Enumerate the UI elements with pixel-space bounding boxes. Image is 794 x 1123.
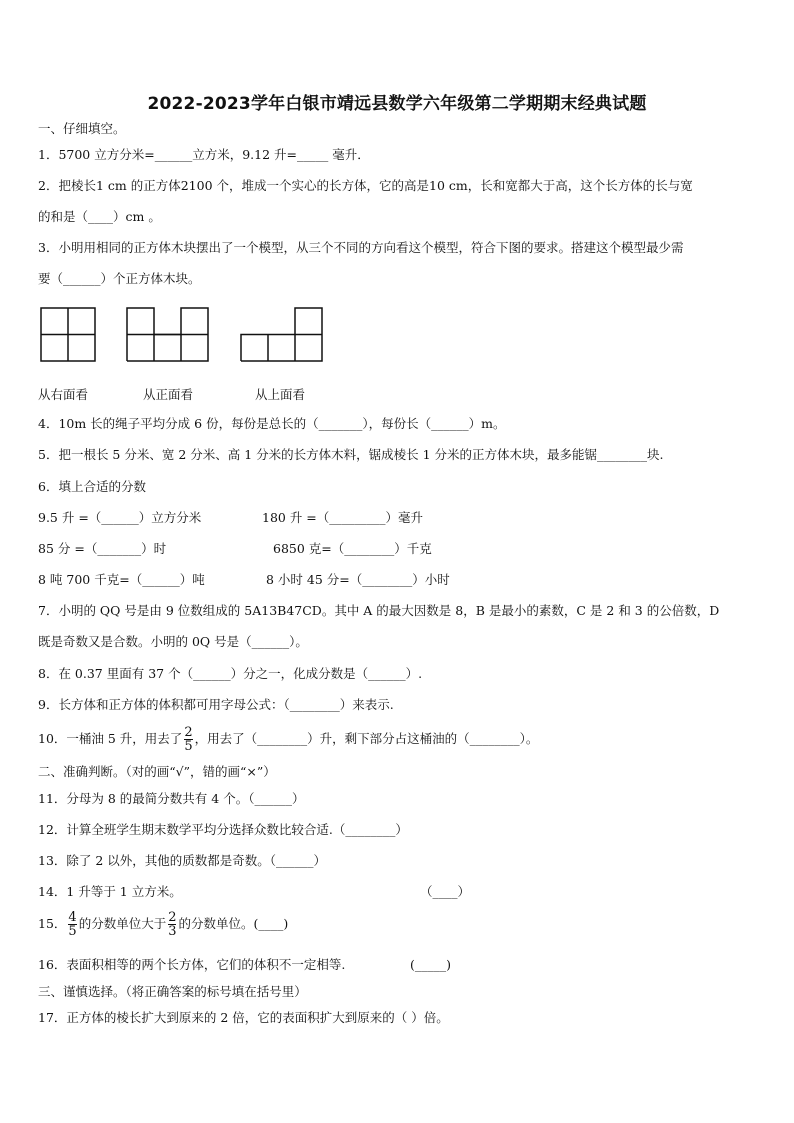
- caption-right-view: 从右面看: [38, 387, 89, 402]
- page-title: 2022-2023学年白银市靖远县数学六年级第二学期期末经典试题: [147, 94, 647, 114]
- question-6-row-1a: 9.5 升 =（______）立方分米: [38, 510, 202, 525]
- question-10-suffix: ，用去了（________）升，剩下部分占这桶油的（________）。: [194, 731, 539, 746]
- question-9: 9．长方体和正方体的体积都可用字母公式：（________）来表示.: [38, 697, 394, 712]
- question-15-prefix: 15．: [38, 916, 67, 931]
- question-3-line-2: 要（______）个正方体木块。: [38, 271, 201, 286]
- question-14-blank: （____）: [420, 884, 471, 899]
- question-5: 5．把一根长 5 分米、宽 2 分米、高 1 分米的长方体木料，锯成棱长 1 分米的正方体木块，最多能锯________块.: [38, 447, 664, 462]
- question-15: [38, 907, 288, 941]
- question-3-line-1: 3．小明用相同的正方体木块摆出了一个模型，从三个不同的方向看这个模型，符合下图的要求。搭建这个模型最少需: [38, 240, 684, 255]
- question-6-row-3a: 8 吨 700 千克=（______）吨: [38, 572, 205, 587]
- question-2-line-1: 2．把棱长1 cm 的正方体2100 个，堆成一个实心的长方体，它的高是10 cm，长和宽都大于高，这个长方体的长与宽: [38, 178, 693, 193]
- caption-front-view: 从正面看: [143, 387, 194, 402]
- question-6-row-3b: 8 小时 45 分=（________）小时: [266, 572, 450, 587]
- fraction-denominator: 3: [168, 924, 177, 939]
- question-6-heading: 6．填上合适的分数: [38, 479, 146, 494]
- section-1-heading: 一、仔细填空。: [38, 121, 126, 136]
- question-6-row-2a: 85 分 =（_______）时: [38, 541, 167, 556]
- question-17: 17．正方体的棱长扩大到原来的 2 倍，它的表面积扩大到原来的（ ）倍。: [38, 1010, 449, 1025]
- question-16-blank: (_____): [410, 957, 452, 972]
- view-top-figure: [240, 307, 324, 363]
- question-2-line-2: 的和是（____）cm 。: [38, 209, 161, 224]
- fraction-two-thirds: [168, 911, 176, 938]
- section-2-heading: 二、准确判断。（对的画“√”，错的画“×”）: [38, 764, 276, 779]
- question-16-text: 16．表面积相等的两个长方体，它们的体积不一定相等.: [38, 957, 346, 972]
- question-11: 11．分母为 8 的最简分数共有 4 个。（______）: [38, 791, 305, 806]
- fraction-two-fifths: [184, 726, 192, 753]
- question-15-suffix: 的分数单位。(____): [178, 916, 289, 931]
- question-10-prefix: 10．一桶油 5 升，用去了: [38, 731, 183, 746]
- caption-top-view: 从上面看: [255, 387, 306, 402]
- section-3-heading: 三、谨慎选择。（将正确答案的标号填在括号里）: [38, 984, 307, 999]
- question-4: 4．10m 长的绳子平均分成 6 份，每份是总长的（_______），每份长（______）m。: [38, 416, 506, 431]
- view-right-figure: [40, 307, 98, 363]
- question-10: [38, 723, 538, 755]
- view-front-figure: [126, 307, 210, 363]
- question-6-row-1b: 180 升 =（_________）毫升: [262, 510, 424, 525]
- question-1: 1．5700 立方分米=______立方米，9.12 升=_____ 毫升．: [38, 147, 370, 162]
- fraction-denominator: 5: [68, 924, 77, 939]
- question-12: 12．计算全班学生期末数学平均分选择众数比较合适.（________）: [38, 822, 408, 837]
- question-13: 13．除了 2 以外，其他的质数都是奇数。（______）: [38, 853, 327, 868]
- question-7-line-1: 7．小明的 QQ 号是由 9 位数组成的 5A13B47CD。其中 A 的最大因数是 8，B 是最小的素数，C 是 2 和 3 的公倍数，D: [38, 603, 720, 618]
- question-15-middle: 的分数单位大于: [78, 916, 167, 931]
- question-8: 8．在 0.37 里面有 37 个（______）分之一，化成分数是（______）.: [38, 666, 423, 681]
- fraction-denominator: 5: [184, 739, 193, 754]
- question-14-text: 14．1 升等于 1 立方米。: [38, 884, 182, 899]
- question-6-row-2b: 6850 克=（________）千克: [273, 541, 432, 556]
- fraction-four-fifths: [68, 911, 76, 938]
- fraction-numerator: 2: [168, 910, 177, 925]
- question-7-line-2: 既是奇数又是合数。小明的 0Q 号是（______）。: [38, 634, 308, 649]
- fraction-numerator: 4: [68, 910, 77, 925]
- fraction-numerator: 2: [184, 725, 193, 740]
